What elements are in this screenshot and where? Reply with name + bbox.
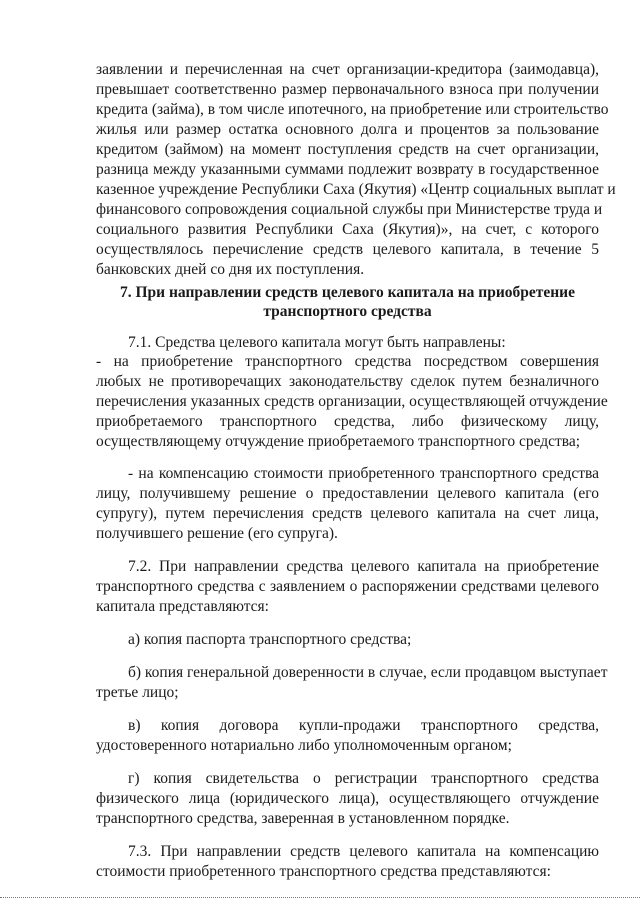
list-item: г) копия свидетельства о регистрации транспортного средства <box>128 770 599 787</box>
text-line: удостоверенного нотариально либо уполномоченным органом; <box>96 737 512 754</box>
paragraph-start: - на компенсацию стоимости приобретенного транспортного средства <box>128 465 599 482</box>
section-heading: транспортного средства <box>263 303 432 320</box>
list-item: б) копия генеральной доверенности в случае, если продавцом выступает <box>128 664 608 681</box>
text-line: капитала представляются: <box>96 598 269 615</box>
page-bottom-border <box>0 897 640 898</box>
text-line: лицу, получившему решение о предоставлении целевого капитала (его <box>96 485 599 502</box>
text-line: - на приобретение транспортного средства посредством совершения <box>96 353 599 370</box>
text-line: банковских дней со дня их поступления. <box>96 261 365 278</box>
text-line: любых не противоречащих законодательству сделок путем безналичного <box>96 373 599 390</box>
text-line: третье лицо; <box>96 684 179 701</box>
text-line: приобретаемого транспортного средства, либо физическому лицу, <box>96 413 599 430</box>
text-line: превышает соответственно размер первоначального взноса при получении <box>96 81 599 98</box>
text-line: кредита (займа), в том числе ипотечного, на приобретение или строительство <box>96 101 609 118</box>
text-line: финансового сопровождения социальной службы при Министерстве труда и <box>96 201 603 218</box>
text-line: казенное учреждение Республики Саха (Якутия) «Центр социальных выплат и <box>96 181 616 198</box>
text-line: кредитом (займом) на момент поступления средств на счет организации, <box>96 141 599 158</box>
paragraph-start: 7.2. При направлении средства целевого капитала на приобретение <box>128 558 599 575</box>
text-line: социального развития Республики Саха (Якутия)», на счет, с которого <box>96 221 599 238</box>
text-line: транспортного средства с заявлением о распоряжении средствами целевого <box>96 578 599 595</box>
text-line: стоимости приобретенного транспортного средства представляются: <box>96 863 551 880</box>
text-line: заявлении и перечисленная на счет организации-кредитора (заимодавца), <box>96 61 599 78</box>
list-item: в) копия договора купли-продажи транспортного средства, <box>128 717 599 734</box>
text-line: разница между указанными суммами подлежит возврату в государственное <box>96 161 599 178</box>
text-line: транспортного средства, заверенная в установленном порядке. <box>96 810 510 827</box>
paragraph-start: 7.1. Средства целевого капитала могут быть направлены: <box>128 334 506 351</box>
list-item: а) копия паспорта транспортного средства; <box>128 631 412 648</box>
text-line: осуществляющему отчуждение приобретаемого транспортного средства; <box>96 433 581 450</box>
text-line: получившего решение (его супруга). <box>96 525 338 542</box>
section-heading: 7. При направлении средств целевого капитала на приобретение <box>120 284 575 301</box>
paragraph-start: 7.3. При направлении средств целевого капитала на компенсацию <box>128 843 599 860</box>
text-line: физического лица (юридического лица), осуществляющего отчуждение <box>96 790 599 807</box>
text-line: супругу), путем перечисления средств целевого капитала на счет лица, <box>96 505 599 522</box>
text-line: перечисления указанных средств организации, осуществляющей отчуждение <box>96 393 608 410</box>
text-line: жилья или размер остатка основного долга и процентов за пользование <box>96 121 599 138</box>
text-line: осуществлялось перечисление средств целевого капитала, в течение 5 <box>96 241 599 258</box>
